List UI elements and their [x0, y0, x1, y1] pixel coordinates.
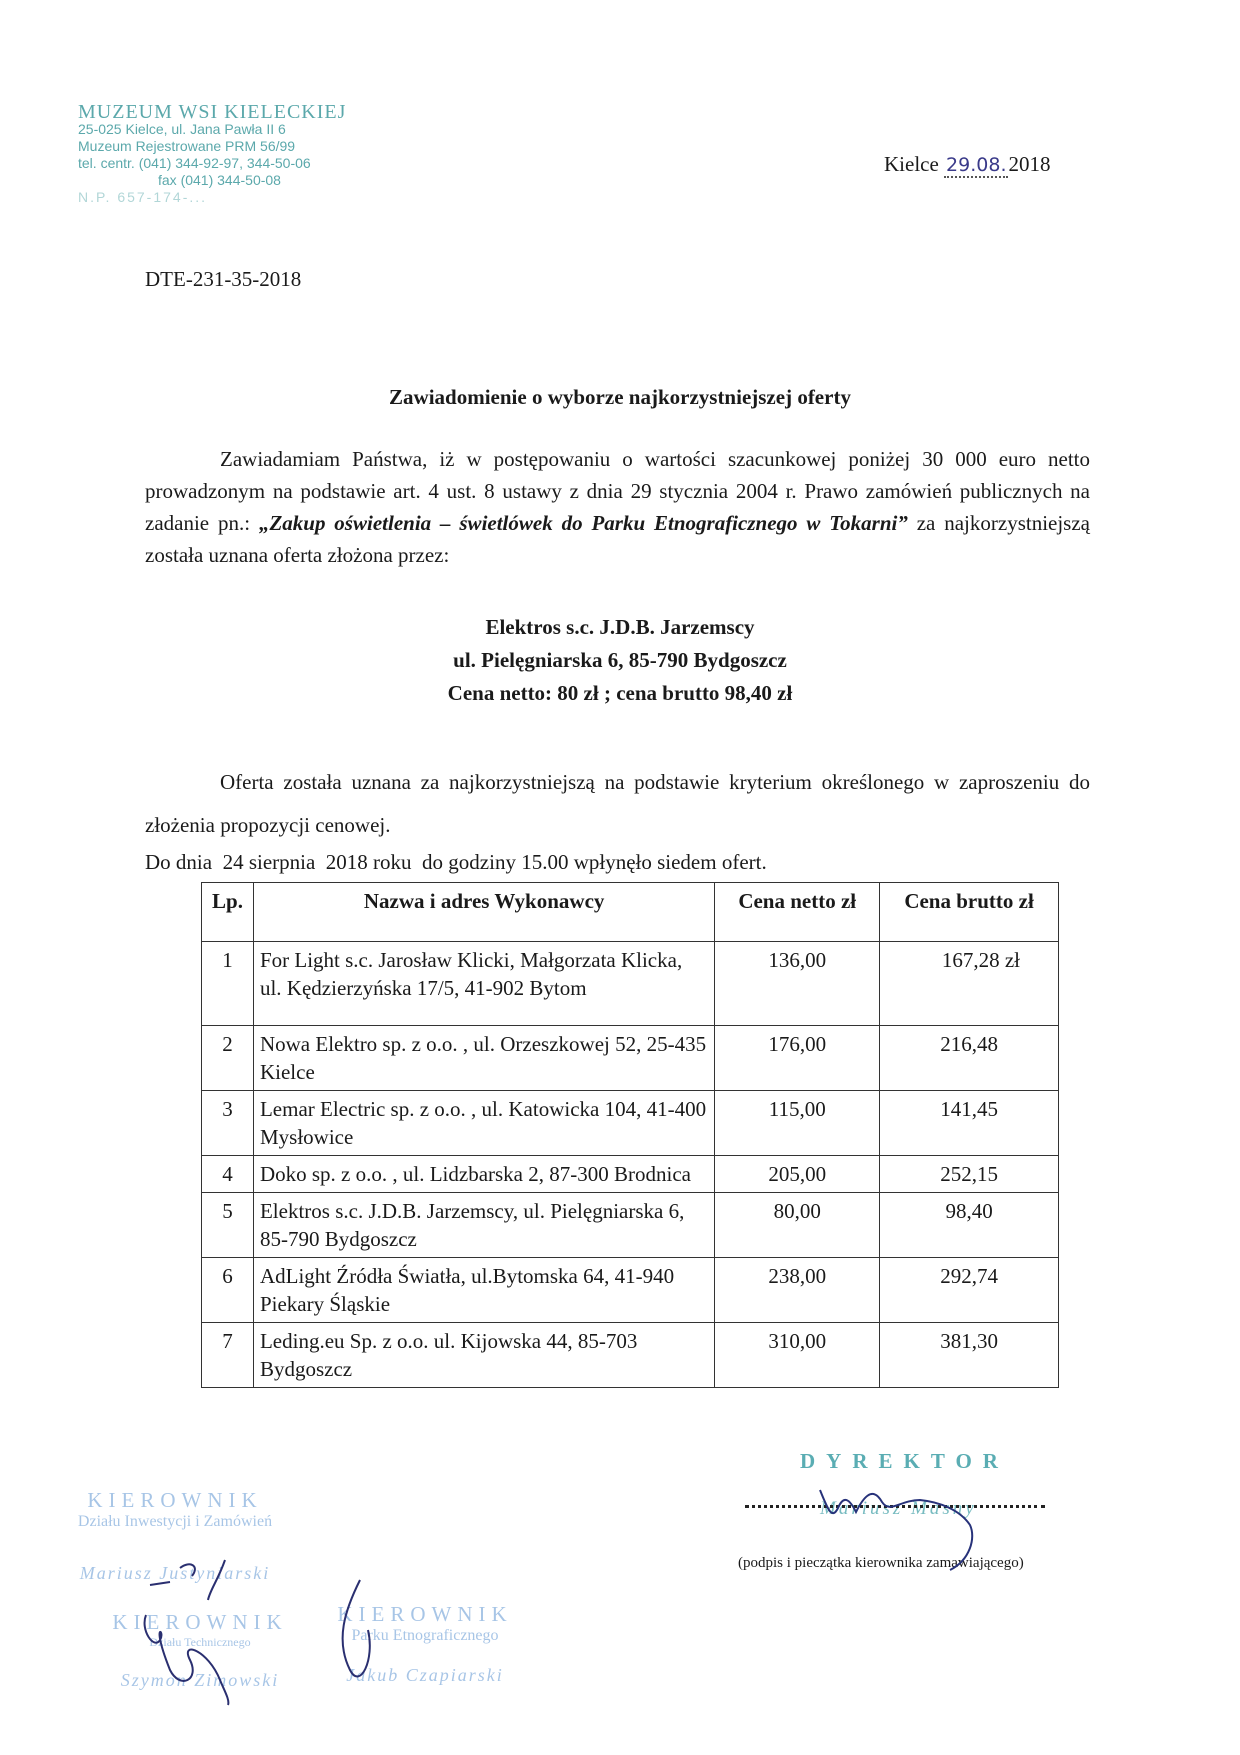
row-gross-price: 252,15 [880, 1156, 1059, 1193]
table-row [202, 1026, 1059, 1091]
row-contractor: AdLight Źródła Światła, ul.Bytomska 64, 41-940 Piekary Śląskie [253, 1258, 714, 1323]
signature-line [745, 1505, 1045, 1508]
document-heading: Zawiadomienie o wyborze najkorzystniejszej oferty [389, 385, 851, 409]
header-net: Cena netto zł [715, 883, 880, 942]
manager-stamp-investment [50, 1488, 300, 1584]
row-net-price: 310,00 [715, 1323, 880, 1388]
row-net-price: 80,00 [715, 1193, 880, 1258]
stamp-b-dept: Działu Technicznego [149, 1635, 251, 1649]
row-net-price: 115,00 [715, 1091, 880, 1156]
stamp-b-title: KIEROWNIK [112, 1610, 288, 1634]
notice-paragraph [145, 443, 1090, 571]
row-lp: 7 [202, 1323, 254, 1388]
row-gross-price: 167,28 zł [880, 942, 1059, 1026]
row-gross-price: 292,74 [880, 1258, 1059, 1323]
offers-table [201, 882, 1059, 1388]
row-net-price: 176,00 [715, 1026, 880, 1091]
row-contractor: Doko sp. z o.o. , ul. Lidzbarska 2, 87-300 Brodnica [253, 1156, 714, 1193]
stamp-fax: fax (041) 344-50-08 [158, 172, 281, 188]
table-row [202, 942, 1059, 1026]
stamp-registry: Muzeum Rejestrowane PRM 56/99 [78, 138, 296, 154]
director-stamp-title: DYREKTOR [800, 1449, 1009, 1473]
director-signature-icon [810, 1470, 1010, 1590]
criteria-paragraph [145, 761, 1090, 847]
stamp-a-dept: Działu Inwestycji i Zamówień [77, 1513, 273, 1530]
stamp-c-dept: Parku Etnograficznego [351, 1627, 499, 1644]
stamp-phone: tel. centr. (041) 344-92-97, 344-50-06 [78, 155, 311, 171]
row-lp: 3 [202, 1091, 254, 1156]
stamp-address: 25-025 Kielce, ul. Jana Pawła II 6 [78, 121, 286, 137]
document-date [884, 152, 1050, 177]
table-row [202, 1091, 1059, 1156]
row-net-price: 205,00 [715, 1156, 880, 1193]
director-stamp-name: Mariusz Masny [820, 1498, 977, 1519]
row-lp: 2 [202, 1026, 254, 1091]
stamp-institution-name: MUZEUM WSI KIELECKIEJ [78, 101, 347, 123]
date-city: Kielce [884, 152, 939, 176]
row-net-price: 136,00 [715, 942, 880, 1026]
header-gross: Cena brutto zł [880, 883, 1059, 942]
row-gross-price: 216,48 [880, 1026, 1059, 1091]
row-contractor: Elektros s.c. J.D.B. Jarzemscy, ul. Pielęgniarska 6, 85-790 Bydgoszcz [253, 1193, 714, 1258]
header-name: Nazwa i adres Wykonawcy [253, 883, 714, 942]
winner-address: ul. Pielęgniarska 6, 85-790 Bydgoszcz [453, 648, 787, 672]
winner-name: Elektros s.c. J.D.B. Jarzemscy [485, 615, 755, 639]
offers-count-text: Do dnia 24 sierpnia 2018 roku do godziny 15.00 wpłynęło siedem ofert. [145, 850, 767, 874]
reference-number: DTE-231-35-2018 [145, 267, 302, 291]
table-row [202, 1323, 1059, 1388]
signature-caption: (podpis i pieczątka kierownika zamawiającego) [738, 1555, 1024, 1571]
table-row [202, 1193, 1059, 1258]
institution-stamp [78, 101, 388, 206]
row-contractor: Nowa Elektro sp. z o.o. , ul. Orzeszkowej 52, 25-435 Kielce [253, 1026, 714, 1091]
row-gross-price: 98,40 [880, 1193, 1059, 1258]
row-contractor: Leding.eu Sp. z o.o. ul. Kijowska 44, 85-703 Bydgoszcz [253, 1323, 714, 1388]
row-lp: 1 [202, 942, 254, 1026]
criteria-text: Oferta została uznana za najkorzystniejszą na podstawie kryterium określonego w zaproszeniu do złożenia propozycji cenowej. [145, 770, 1090, 837]
date-year: 2018 [1008, 152, 1051, 176]
date-handwritten: 29.08. [946, 154, 1007, 176]
stamp-faded-line: N.P. 657-174-... [78, 189, 208, 205]
stamp-b-name: Szymon Zimowski [120, 1670, 280, 1690]
stamp-a-name: Mariusz Justyniarski [79, 1563, 271, 1583]
manager-stamp-technical [100, 1610, 300, 1691]
task-name: „Zakup oświetlenia – świetlówek do Parku Etnograficznego w Tokarni” [258, 511, 908, 535]
stamp-c-title: KIEROWNIK [337, 1602, 513, 1626]
row-lp: 5 [202, 1193, 254, 1258]
row-contractor: For Light s.c. Jarosław Klicki, Małgorzata Klicka, ul. Kędzierzyńska 17/5, 41-902 Bytom [253, 942, 714, 1026]
table-header-row [202, 883, 1059, 942]
stamp-a-title: KIEROWNIK [87, 1488, 263, 1512]
notice-text-b: za najkorzystniejszą została uznana oferta złożona przez: [145, 511, 1090, 567]
row-contractor: Lemar Electric sp. z o.o. , ul. Katowicka 104, 41-400 Mysłowice [253, 1091, 714, 1156]
stamp-c-name: Jakub Czapiarski [346, 1665, 504, 1685]
table-row [202, 1156, 1059, 1193]
manager-stamp-ethnographic [320, 1602, 530, 1686]
row-gross-price: 381,30 [880, 1323, 1059, 1388]
header-lp: Lp. [202, 883, 254, 942]
row-lp: 6 [202, 1258, 254, 1323]
winner-price: Cena netto: 80 zł ; cena brutto 98,40 zł [447, 681, 793, 705]
row-lp: 4 [202, 1156, 254, 1193]
row-gross-price: 141,45 [880, 1091, 1059, 1156]
notice-text-a: Zawiadamiam Państwa, iż w postępowaniu o wartości szacunkowej poniżej 30 000 euro netto prowadzonym na podstawie art. 4 ust. 8 ustawy z dnia 29 stycznia 2004 r. Prawo zamówień publicznych na zadanie pn.: [145, 447, 1090, 535]
table-row [202, 1258, 1059, 1323]
row-net-price: 238,00 [715, 1258, 880, 1323]
winner-block [0, 611, 1240, 710]
